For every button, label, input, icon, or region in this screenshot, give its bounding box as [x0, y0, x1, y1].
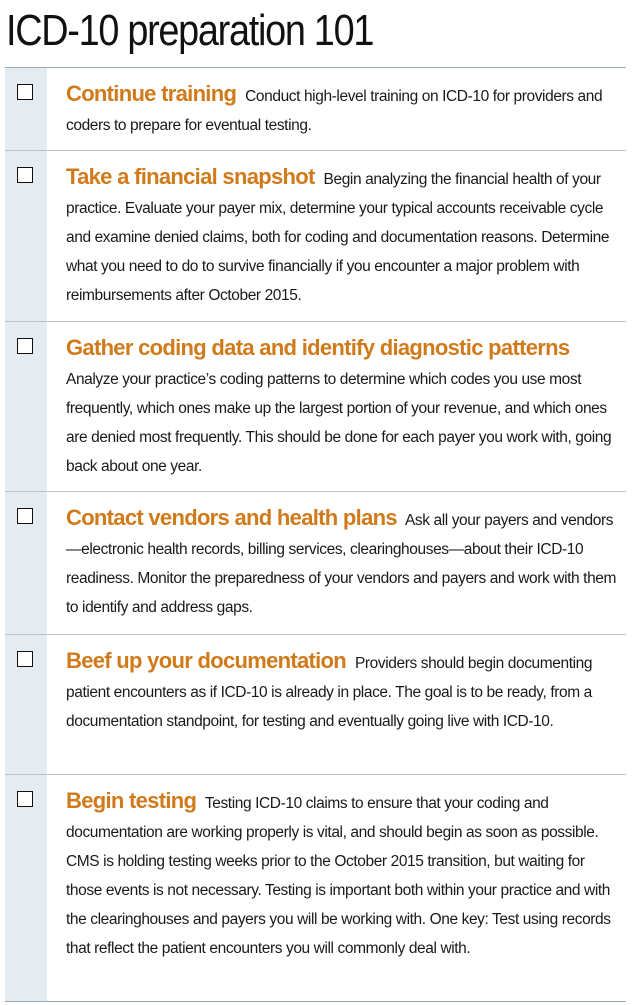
checkbox-icon[interactable] — [17, 508, 33, 524]
item-title: Begin testing — [66, 788, 197, 813]
item-title: Take a financial snapshot — [66, 164, 315, 189]
checklist-item-coding-data — [5, 321, 626, 491]
item-text — [66, 162, 620, 310]
item-body: Testing ICD-10 claims to ensure that your coding and documentation are working properly is vital, and should begin as soon as possible. CMS is holding testing weeks prior to the October 2015 transition, but waiting for those events is not necessary. Testing is important both within your practice and with the clearinghouses and payers you will be working with. One key: Test using records that reflect the patient encounters you will commonly deal with. — [66, 795, 611, 957]
item-text — [66, 503, 620, 622]
item-title: Gather coding data and identify diagnostic patterns — [66, 335, 570, 360]
page-title: ICD-10 preparation 101 — [6, 6, 374, 55]
checklist-item-documentation — [5, 634, 626, 774]
item-title: Continue training — [66, 81, 237, 106]
item-text — [66, 646, 620, 736]
checkbox-icon[interactable] — [17, 791, 33, 807]
checkbox-icon[interactable] — [17, 651, 33, 667]
checkbox-icon[interactable] — [17, 84, 33, 100]
item-body: Providers should begin documenting patient encounters as if ICD-10 is already in place. The goal is to be ready, from a documentation standpoint, for testing and eventually going live with ICD-10. — [66, 655, 593, 730]
item-title: Beef up your documentation — [66, 648, 347, 673]
checklist-item-financial-snapshot — [5, 150, 626, 321]
item-text — [66, 79, 620, 140]
checkbox-icon[interactable] — [17, 338, 33, 354]
checkbox-icon[interactable] — [17, 167, 33, 183]
item-body: Conduct high-level training on ICD-10 for providers and coders to prepare for eventual testing. — [66, 88, 603, 134]
checklist — [5, 67, 626, 1002]
checklist-item-contact-vendors — [5, 491, 626, 634]
item-body: Analyze your practice’s coding patterns to determine which codes you use most frequently, which ones make up the largest portion of your revenue, and which ones are denied most frequently. This should be done for each payer you work with, going back about one year. — [66, 371, 612, 475]
checklist-item-continue-training — [5, 68, 626, 150]
item-text — [66, 786, 620, 963]
item-body: Ask all your payers and vendors—electronic health records, billing services, clearinghouses—about their ICD-10 readiness. Monitor the preparedness of your vendors and payers and work with them to identify and address gaps. — [66, 512, 617, 616]
item-text — [66, 333, 620, 481]
item-title: Contact vendors and health plans — [66, 505, 397, 530]
checklist-item-begin-testing — [5, 774, 626, 1001]
item-body: Begin analyzing the financial health of your practice. Evaluate your payer mix, determine your typical accounts receivable cycle and examine denied claims, both for coding and documentation reasons. Determine what you need to do to survive financially if you encounter a major problem with reimbursements after October 2015. — [66, 171, 610, 304]
